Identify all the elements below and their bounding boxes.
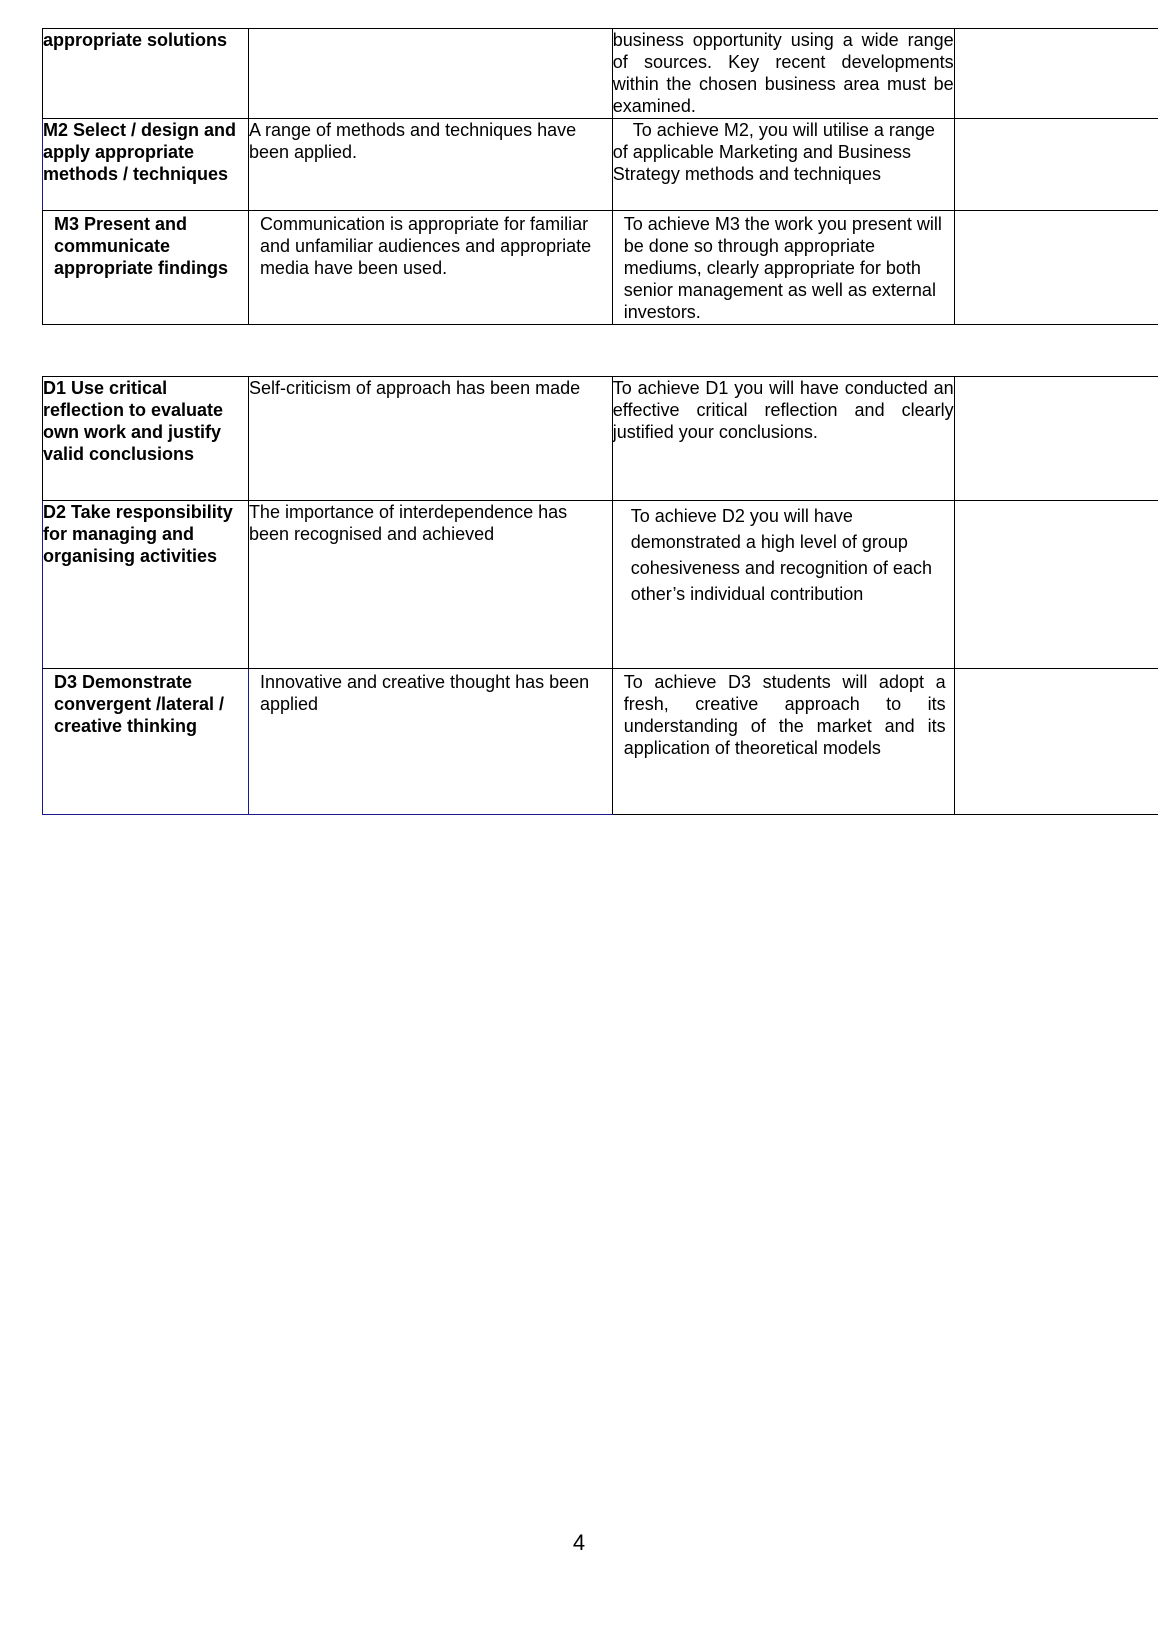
guidance-cell: To achieve M3 the work you present will be done so through appropriate mediums, clearly appropriate for both senior management as well as external investors. bbox=[612, 211, 954, 325]
table-row bbox=[43, 501, 1158, 669]
table-row bbox=[43, 377, 1158, 501]
criterion-cell: M2 Select / design and apply appropriate methods / techniques bbox=[43, 119, 249, 211]
grade-cell bbox=[954, 119, 1158, 211]
guidance-cell: business opportunity using a wide range of sources. Key recent developments within the chosen business area must be examined. bbox=[612, 29, 954, 119]
page-number: 4 bbox=[572, 1530, 586, 1555]
criterion-cell: D2 Take responsibility for managing and organising activities bbox=[43, 501, 249, 669]
table-row bbox=[43, 669, 1158, 815]
grade-cell bbox=[954, 501, 1158, 669]
grade-cell bbox=[954, 377, 1158, 501]
descriptor-cell: The importance of interdependence has been recognised and achieved bbox=[248, 501, 612, 669]
criterion-cell: D3 Demonstrate convergent /lateral / creative thinking bbox=[43, 669, 249, 815]
guidance-text: To achieve D1 you will have conducted an effective critical reflection and clearly justified your conclusions. bbox=[612, 378, 954, 442]
descriptor-cell: Innovative and creative thought has been applied bbox=[248, 669, 612, 815]
criterion-cell: D1 Use critical reflection to evaluate own work and justify valid conclusions bbox=[43, 377, 249, 501]
guidance-text: To achieve M2, you will utilise a range of applicable Marketing and Business Strategy methods and techniques bbox=[612, 120, 935, 184]
table-row bbox=[43, 211, 1158, 325]
distinction-criteria-table bbox=[42, 376, 1158, 815]
merit-criteria-table bbox=[42, 28, 1158, 325]
grade-cell bbox=[954, 669, 1158, 815]
table-row bbox=[43, 29, 1158, 119]
guidance-cell bbox=[612, 119, 954, 211]
guidance-cell: To achieve D2 you will have demonstrated a high level of group cohesiveness and recognition of each other’s individual contribution bbox=[612, 501, 954, 669]
descriptor-cell: Communication is appropriate for familiar and unfamiliar audiences and appropriate media have been used. bbox=[248, 211, 612, 325]
table-row bbox=[43, 119, 1158, 211]
guidance-cell: To achieve D3 students will adopt a fresh, creative approach to its understanding of the market and its application of theoretical models bbox=[612, 669, 954, 815]
descriptor-cell: Self-criticism of approach has been made bbox=[248, 377, 612, 501]
guidance-cell bbox=[612, 377, 954, 501]
grade-cell bbox=[954, 29, 1158, 119]
criterion-cell: appropriate solutions bbox=[43, 29, 249, 119]
grade-cell bbox=[954, 211, 1158, 325]
descriptor-cell bbox=[248, 29, 612, 119]
criterion-cell: M3 Present and communicate appropriate findings bbox=[43, 211, 249, 325]
descriptor-cell: A range of methods and techniques have been applied. bbox=[248, 119, 612, 211]
